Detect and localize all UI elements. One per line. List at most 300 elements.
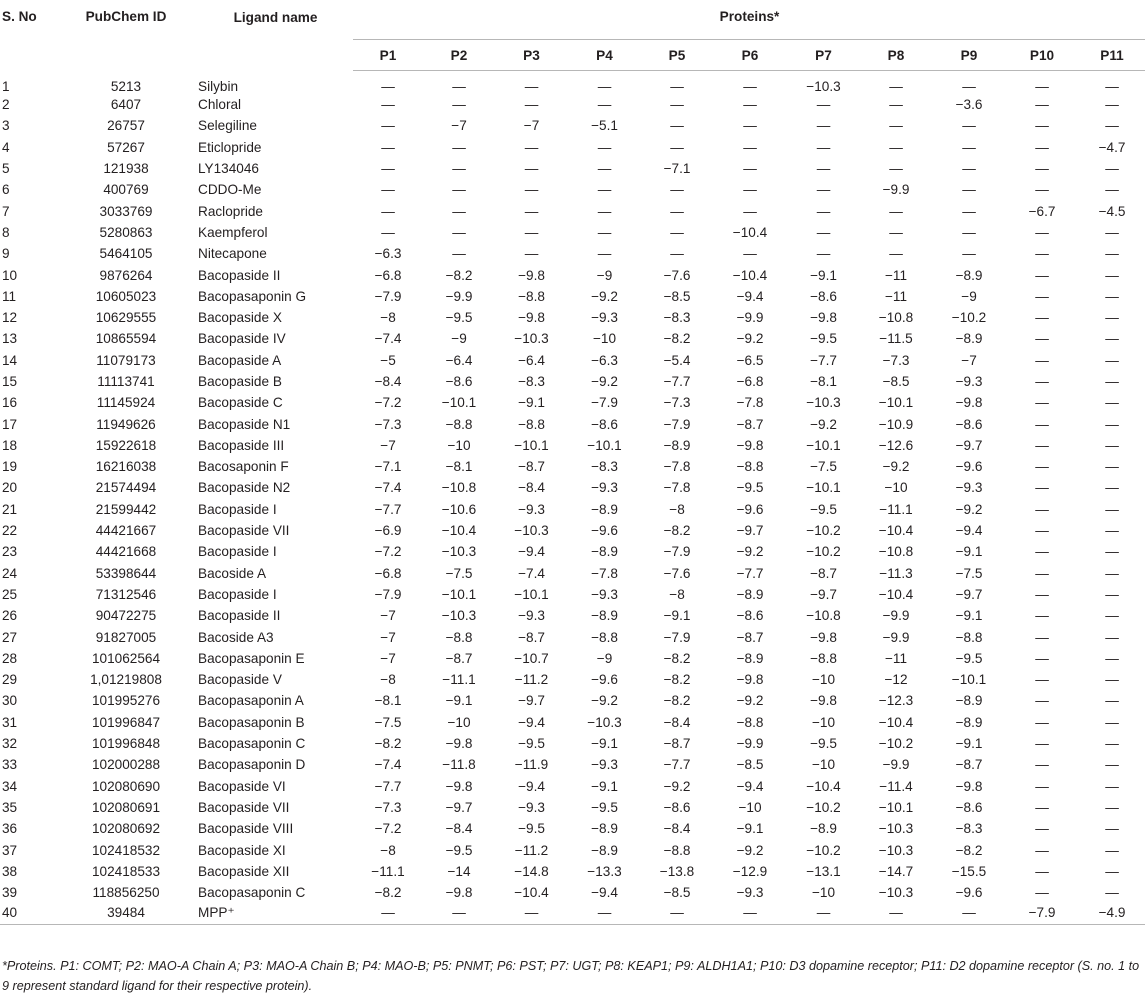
cell-sno: 4 — [2, 139, 10, 155]
cell-pubchem-id: 11079173 — [96, 352, 156, 368]
cell-score-p8: −9.9 — [882, 629, 910, 645]
cell-score-p5: −7.9 — [663, 416, 691, 432]
cell-score-p11: — — [1105, 821, 1119, 837]
cell-score-p4: — — [597, 161, 612, 177]
cell-score-p8: — — [889, 224, 903, 240]
cell-score-p8: −10.9 — [878, 416, 914, 432]
cell-score-p7: −13.1 — [806, 863, 841, 879]
cell-score-p11: — — [1105, 757, 1119, 773]
table-row — [0, 733, 1145, 754]
cell-score-p8: −14.7 — [878, 863, 914, 879]
cell-sno: 33 — [2, 757, 18, 773]
col-header-p11: P11 — [1078, 40, 1145, 71]
cell-score-p3: −9.4 — [518, 778, 545, 794]
cell-score-p5: −8 — [669, 586, 685, 602]
cell-score-p8: — — [889, 246, 903, 262]
table-row — [0, 754, 1145, 775]
cell-score-p2: — — [452, 182, 466, 198]
cell-score-p7: −9.7 — [810, 586, 837, 602]
cell-pubchem-id: 102418533 — [91, 863, 161, 879]
cell-score-p4: −9.3 — [591, 480, 618, 496]
cell-sno: 18 — [2, 437, 18, 453]
cell-score-p2: −6.4 — [445, 352, 473, 368]
cell-score-p9: −8.9 — [955, 267, 983, 283]
table-row — [0, 797, 1145, 818]
cell-score-p11: — — [1105, 118, 1119, 134]
cell-sno: 19 — [2, 459, 18, 475]
cell-score-p8: −10.1 — [878, 799, 914, 815]
cell-score-p8: −10.4 — [878, 523, 914, 539]
cell-score-p11: — — [1105, 693, 1119, 709]
col-header-p1: P1 — [353, 40, 423, 71]
cell-score-p7: −10 — [811, 714, 836, 730]
cell-score-p4: −9.3 — [591, 310, 618, 326]
cell-score-p6: −9.6 — [736, 501, 764, 517]
cell-score-p6: — — [743, 79, 757, 94]
cell-ligand-name: Bacopaside N1 — [198, 416, 291, 432]
cell-score-p6: — — [743, 139, 757, 155]
cell-score-p2: — — [452, 97, 466, 113]
cell-ligand-name: MPP⁺ — [190, 903, 353, 924]
cell-ligand-name: LY134046 — [198, 161, 259, 177]
cell-score-p11: — — [1105, 736, 1119, 752]
cell-sno: 40 — [0, 903, 62, 924]
cell-score-p10: — — [1035, 224, 1049, 240]
cell-score-p10: — — [1035, 395, 1049, 411]
cell-score-p7: — — [816, 97, 831, 113]
cell-pubchem-id: 11949626 — [96, 416, 156, 432]
cell-score-p9: −9.4 — [955, 523, 983, 539]
cell-score-p9: −10.1 — [951, 672, 987, 688]
cell-score-p7: −9.8 — [810, 693, 837, 709]
cell-score-p7: −8.6 — [810, 288, 837, 304]
cell-score-p5: −7.7 — [663, 757, 691, 773]
cell-ligand-name: Bacopaside II — [198, 267, 281, 283]
cell-score-p9: −9.3 — [955, 480, 983, 496]
cell-score-p8: — — [889, 97, 903, 113]
cell-score-p9: −3.6 — [955, 97, 983, 113]
cell-score-p2: −10.1 — [441, 586, 477, 602]
cell-score-p5: −8.5 — [663, 288, 691, 304]
cell-score-p5: −8.7 — [663, 736, 691, 752]
cell-score-p1: −7.3 — [374, 799, 402, 815]
cell-score-p8: −10.4 — [878, 586, 914, 602]
cell-score-p1: −7.3 — [374, 416, 402, 432]
cell-score-p6: −9.4 — [736, 288, 764, 304]
cell-pubchem-id: 101995276 — [91, 693, 161, 709]
cell-score-p9: −8.9 — [955, 331, 983, 347]
cell-score-p1: — — [381, 203, 395, 219]
cell-score-p6: — — [743, 97, 757, 113]
cell-score-p7: −10.2 — [806, 544, 841, 560]
cell-score-p8: — — [889, 203, 903, 219]
cell-score-p2: −7.5 — [445, 565, 473, 581]
cell-score-p6: −9.9 — [736, 310, 764, 326]
cell-score-p3: −7.4 — [518, 565, 545, 581]
cell-score-p11: — — [1105, 459, 1119, 475]
cell-score-p5: −9.2 — [663, 778, 691, 794]
table-row — [0, 861, 1145, 882]
col-header-p9: P9 — [932, 40, 1006, 71]
cell-score-p10: — — [1035, 863, 1049, 879]
cell-score-p10: — — [1035, 79, 1049, 94]
cell-score-p10: — — [1035, 352, 1049, 368]
cell-score-p8: −12 — [884, 672, 908, 688]
cell-score-p2: −8.4 — [445, 821, 473, 837]
cell-score-p9: — — [962, 246, 976, 262]
cell-ligand-name: Bacopaside A — [198, 352, 282, 368]
col-header-p6: P6 — [713, 40, 787, 71]
col-header-p5: P5 — [641, 40, 713, 71]
cell-pubchem-id: 11113741 — [97, 374, 155, 389]
header-row — [0, 0, 1145, 40]
cell-score-p8: −8.5 — [882, 374, 910, 389]
cell-score-p5: −8.3 — [663, 310, 691, 326]
col-header-p10: P10 — [1006, 40, 1078, 71]
cell-score-p7: −10.3 — [806, 395, 841, 411]
cell-score-p1: — — [381, 97, 395, 113]
cell-score-p4: — — [568, 903, 641, 924]
cell-sno: 6 — [2, 182, 10, 198]
cell-score-p3: −8.8 — [518, 416, 545, 432]
cell-score-p3: −10.4 — [514, 885, 549, 901]
cell-score-p1: — — [381, 182, 395, 198]
cell-sno: 16 — [2, 395, 18, 411]
cell-score-p9: −8.3 — [955, 821, 983, 837]
cell-score-p5: −8.2 — [663, 672, 691, 688]
cell-score-p1: −7.9 — [374, 586, 402, 602]
table-row — [0, 903, 1145, 924]
cell-score-p10: — — [1035, 608, 1049, 624]
cell-score-p1: −6.9 — [374, 523, 402, 539]
cell-score-p3: −9.3 — [518, 608, 545, 624]
cell-score-p6: −7.7 — [736, 565, 764, 581]
cell-score-p1: −7 — [380, 650, 396, 666]
table-row — [0, 392, 1145, 413]
cell-score-p4: −9.1 — [591, 778, 618, 794]
cell-score-p1: — — [353, 903, 423, 924]
cell-score-p4: −8.8 — [591, 629, 618, 645]
cell-sno: 2 — [2, 97, 10, 113]
table-row — [0, 563, 1145, 584]
cell-score-p3: −9.5 — [518, 736, 545, 752]
cell-score-p3: −9.3 — [518, 799, 545, 815]
cell-score-p3: −7 — [523, 118, 540, 134]
cell-score-p5: −9.1 — [663, 608, 691, 624]
cell-pubchem-id: 15922618 — [95, 437, 157, 453]
cell-score-p4: −9.3 — [591, 586, 618, 602]
cell-score-p4: — — [597, 203, 612, 219]
col-header-p3: P3 — [495, 40, 568, 71]
col-header-pubchem: PubChem ID — [85, 9, 167, 24]
table-row — [0, 413, 1145, 434]
cell-score-p4: −13.3 — [587, 863, 622, 879]
cell-score-p6: −8.9 — [736, 650, 764, 666]
cell-score-p3: — — [524, 203, 539, 219]
cell-score-p5: −8 — [669, 501, 685, 517]
cell-score-p7: — — [816, 246, 831, 262]
cell-score-p7: −10 — [811, 672, 836, 688]
cell-score-p7: −8.1 — [810, 374, 837, 389]
cell-pubchem-id: 53398644 — [95, 565, 157, 581]
cell-score-p7: −10.1 — [806, 437, 841, 453]
cell-score-p10: — — [1035, 799, 1049, 815]
cell-score-p11: −4.5 — [1098, 203, 1126, 219]
cell-score-p7: −10.8 — [806, 608, 841, 624]
cell-pubchem-id: 44421667 — [95, 523, 157, 539]
table-row — [0, 71, 1145, 95]
cell-score-p4: −10.1 — [587, 437, 622, 453]
cell-score-p11: — — [1105, 224, 1119, 240]
cell-score-p8: — — [889, 139, 903, 155]
cell-score-p5: −13.8 — [659, 863, 695, 879]
table-row — [0, 328, 1145, 349]
cell-score-p8: −11.4 — [879, 778, 913, 794]
cell-ligand-name: Bacoside A — [198, 565, 267, 581]
cell-score-p6: −8.6 — [736, 608, 764, 624]
cell-score-p9: — — [932, 903, 1006, 924]
cell-score-p7: −10.3 — [806, 79, 841, 94]
cell-score-p11: — — [1105, 629, 1119, 645]
cell-score-p10: — — [1035, 480, 1049, 496]
cell-score-p3: −9.3 — [518, 501, 545, 517]
cell-score-p4: −9.2 — [591, 693, 618, 709]
cell-score-p5: −7.6 — [663, 267, 691, 283]
cell-score-p4: −9.3 — [591, 757, 618, 773]
cell-score-p8: — — [889, 161, 903, 177]
cell-ligand-name: Selegiline — [198, 118, 257, 134]
cell-score-p2: −10.4 — [441, 523, 477, 539]
cell-ligand-name: Bacopaside VI — [198, 778, 286, 794]
cell-score-p8: −12.6 — [878, 437, 914, 453]
cell-score-p1: — — [381, 139, 395, 155]
cell-score-p11: — — [1105, 885, 1119, 901]
cell-sno: 10 — [2, 267, 18, 283]
cell-score-p7: −10.2 — [806, 523, 841, 539]
table-row — [0, 712, 1145, 733]
cell-ligand-name: Bacopaside VII — [198, 799, 290, 815]
cell-sno: 9 — [2, 246, 10, 262]
cell-score-p2: −10.3 — [441, 608, 477, 624]
cell-score-p10: — — [1035, 161, 1049, 177]
cell-score-p7: −10 — [811, 885, 836, 901]
cell-score-p5: −7.8 — [663, 459, 691, 475]
cell-score-p5: −8.9 — [663, 437, 691, 453]
cell-score-p6: −8.8 — [736, 459, 764, 475]
cell-sno: 24 — [2, 565, 18, 581]
cell-score-p9: −15.5 — [951, 863, 987, 879]
cell-score-p5: −8.2 — [663, 693, 691, 709]
cell-score-p5: −8.4 — [663, 821, 691, 837]
cell-score-p5: — — [670, 182, 684, 198]
cell-pubchem-id: 9876264 — [99, 267, 153, 283]
cell-score-p11: — — [1105, 672, 1119, 688]
cell-score-p10: — — [1035, 416, 1049, 432]
cell-score-p5: −5.4 — [663, 352, 691, 368]
cell-score-p1: −8.2 — [374, 736, 402, 752]
cell-score-p11: −4.7 — [1098, 139, 1126, 155]
cell-score-p7: −9.8 — [810, 310, 837, 326]
cell-score-p10: — — [1035, 650, 1049, 666]
cell-score-p8: −10.3 — [878, 842, 914, 858]
cell-score-p9: — — [962, 224, 976, 240]
cell-score-p8: −10.3 — [878, 885, 914, 901]
cell-sno: 39 — [2, 885, 18, 901]
cell-score-p1: −7.2 — [374, 821, 402, 837]
cell-score-p4: −8.9 — [591, 544, 618, 560]
cell-score-p11: — — [1105, 395, 1119, 411]
cell-ligand-name: Chloral — [198, 97, 242, 113]
cell-score-p1: −7.4 — [374, 480, 402, 496]
cell-score-p7: −8.8 — [810, 650, 837, 666]
cell-pubchem-id: 102080692 — [91, 821, 161, 837]
cell-score-p8: −10.2 — [878, 736, 914, 752]
cell-ligand-name: Bacopasaponin G — [198, 288, 307, 304]
cell-score-p10: — — [1035, 501, 1049, 517]
table-row — [0, 690, 1145, 711]
cell-score-p2: −10.6 — [441, 501, 477, 517]
cell-ligand-name: Bacopaside V — [198, 672, 282, 688]
cell-score-p1: −7.5 — [374, 714, 402, 730]
cell-score-p7: −10.2 — [806, 799, 841, 815]
cell-score-p3: — — [524, 224, 539, 240]
cell-score-p2: −14 — [447, 863, 471, 879]
cell-score-p1: — — [381, 79, 395, 94]
cell-score-p5: — — [670, 79, 684, 94]
cell-score-p3: −6.4 — [518, 352, 545, 368]
cell-score-p1: −11.1 — [371, 863, 405, 879]
cell-ligand-name: Bacopaside II — [198, 608, 281, 624]
cell-pubchem-id: 44421668 — [95, 544, 157, 560]
cell-ligand-name: Bacopasaponin A — [198, 693, 304, 709]
cell-score-p6: −9.1 — [736, 821, 764, 837]
cell-score-p11: — — [1105, 544, 1119, 560]
cell-score-p9: −7.5 — [955, 565, 983, 581]
cell-score-p1: −8.1 — [374, 693, 402, 709]
cell-score-p3: −8.7 — [518, 629, 545, 645]
cell-sno: 13 — [2, 331, 18, 347]
table-row — [0, 605, 1145, 626]
cell-score-p6: −9.9 — [736, 736, 764, 752]
cell-score-p7: −9.8 — [810, 629, 837, 645]
cell-score-p6: −12.9 — [732, 863, 768, 879]
cell-score-p7: −7.7 — [810, 352, 837, 368]
cell-score-p5: −8.2 — [663, 523, 691, 539]
cell-score-p6: −8.5 — [736, 757, 764, 773]
cell-score-p4: −6.3 — [591, 352, 618, 368]
cell-score-p1: −7.9 — [374, 288, 402, 304]
cell-score-p11: — — [1105, 523, 1119, 539]
cell-score-p10: −7.9 — [1006, 903, 1078, 924]
cell-score-p6: — — [743, 203, 757, 219]
cell-score-p9: −9.7 — [955, 437, 983, 453]
cell-score-p2: −9.1 — [445, 693, 473, 709]
cell-score-p6: −9.8 — [736, 437, 764, 453]
cell-score-p4: — — [597, 182, 612, 198]
cell-score-p4: −9.6 — [591, 523, 618, 539]
cell-score-p2: −8.8 — [445, 629, 473, 645]
cell-score-p6: −9.2 — [736, 842, 764, 858]
table-row — [0, 115, 1145, 136]
cell-score-p4: — — [597, 79, 612, 94]
cell-sno: 35 — [2, 799, 18, 815]
cell-score-p1: −6.8 — [374, 267, 402, 283]
cell-score-p6: −6.5 — [736, 352, 764, 368]
cell-pubchem-id: 1,01219808 — [90, 672, 162, 688]
cell-score-p8: −7.3 — [882, 352, 910, 368]
cell-score-p5: — — [670, 203, 684, 219]
cell-score-p2: — — [452, 224, 466, 240]
cell-score-p9: −9.6 — [955, 885, 983, 901]
cell-score-p6: −9.4 — [736, 778, 764, 794]
cell-score-p6: −9.5 — [736, 480, 764, 496]
cell-score-p10: — — [1035, 629, 1049, 645]
cell-score-p1: −7.1 — [374, 459, 402, 475]
cell-score-p9: −10.2 — [951, 310, 987, 326]
cell-score-p9: −9.8 — [955, 778, 983, 794]
cell-score-p2: — — [452, 161, 466, 177]
cell-score-p4: −7.9 — [591, 395, 618, 411]
table-footnote: *Proteins. P1: COMT; P2: MAO-A Chain A; P3: MAO-A Chain B; P4: MAO-B; P5: PNMT; P6: PST; P7: UGT; P8: KEAP1; P9: ALDH1A1; P10: D3 dopamine receptor; P11: D2 dopamine receptor (S. no. 1 to 9 represent standard ligand for their respective protein). — [2, 959, 1140, 993]
cell-score-p7: — — [816, 203, 831, 219]
cell-pubchem-id: 5464105 — [99, 246, 153, 262]
cell-score-p1: — — [381, 224, 395, 240]
cell-score-p1: −8 — [380, 672, 396, 688]
cell-score-p2: −8.6 — [445, 374, 473, 389]
cell-ligand-name: Bacosaponin F — [198, 459, 289, 475]
cell-sno: 27 — [2, 629, 18, 645]
cell-score-p4: −5.1 — [591, 118, 618, 134]
cell-score-p8: −9.2 — [882, 459, 910, 475]
cell-score-p4: −9.2 — [591, 288, 618, 304]
cell-ligand-name: Bacopasaponin D — [198, 757, 306, 773]
cell-score-p2: — — [452, 139, 466, 155]
cell-score-p9: — — [962, 139, 976, 155]
cell-score-p7: — — [816, 224, 831, 240]
cell-score-p3: −9.4 — [518, 544, 545, 560]
cell-score-p8: −12.3 — [878, 693, 914, 709]
cell-score-p2: −10 — [447, 437, 471, 453]
cell-score-p9: −9.8 — [955, 395, 983, 411]
cell-score-p6: — — [713, 903, 787, 924]
cell-score-p2: −9.7 — [445, 799, 473, 815]
cell-pubchem-id: 5213 — [110, 78, 142, 94]
cell-score-p4: −10 — [592, 331, 617, 347]
cell-score-p11: — — [1105, 565, 1119, 581]
cell-score-p11: — — [1105, 352, 1119, 368]
cell-score-p4: −8.6 — [591, 416, 618, 432]
col-header-ligand: Ligand name — [233, 10, 318, 25]
table-row — [0, 94, 1145, 115]
cell-score-p7: — — [816, 139, 831, 155]
cell-score-p8: −10.8 — [878, 310, 914, 326]
cell-score-p8: −11.1 — [879, 501, 913, 517]
cell-score-p9: — — [962, 79, 976, 94]
cell-score-p10: — — [1035, 885, 1049, 901]
cell-score-p3: −11.9 — [514, 757, 549, 773]
cell-score-p6: −9.2 — [736, 693, 764, 709]
cell-score-p11: — — [1105, 778, 1119, 794]
cell-score-p1: −7 — [380, 629, 396, 645]
cell-sno: 7 — [2, 203, 10, 219]
cell-score-p4: −9.5 — [591, 799, 618, 815]
cell-score-p1: — — [381, 161, 395, 177]
cell-pubchem-id: 121938 — [103, 161, 149, 177]
cell-ligand-name: Bacopaside C — [198, 395, 283, 411]
cell-score-p9: — — [962, 161, 976, 177]
cell-score-p9: −8.6 — [955, 799, 983, 815]
cell-score-p1: −7 — [380, 437, 396, 453]
